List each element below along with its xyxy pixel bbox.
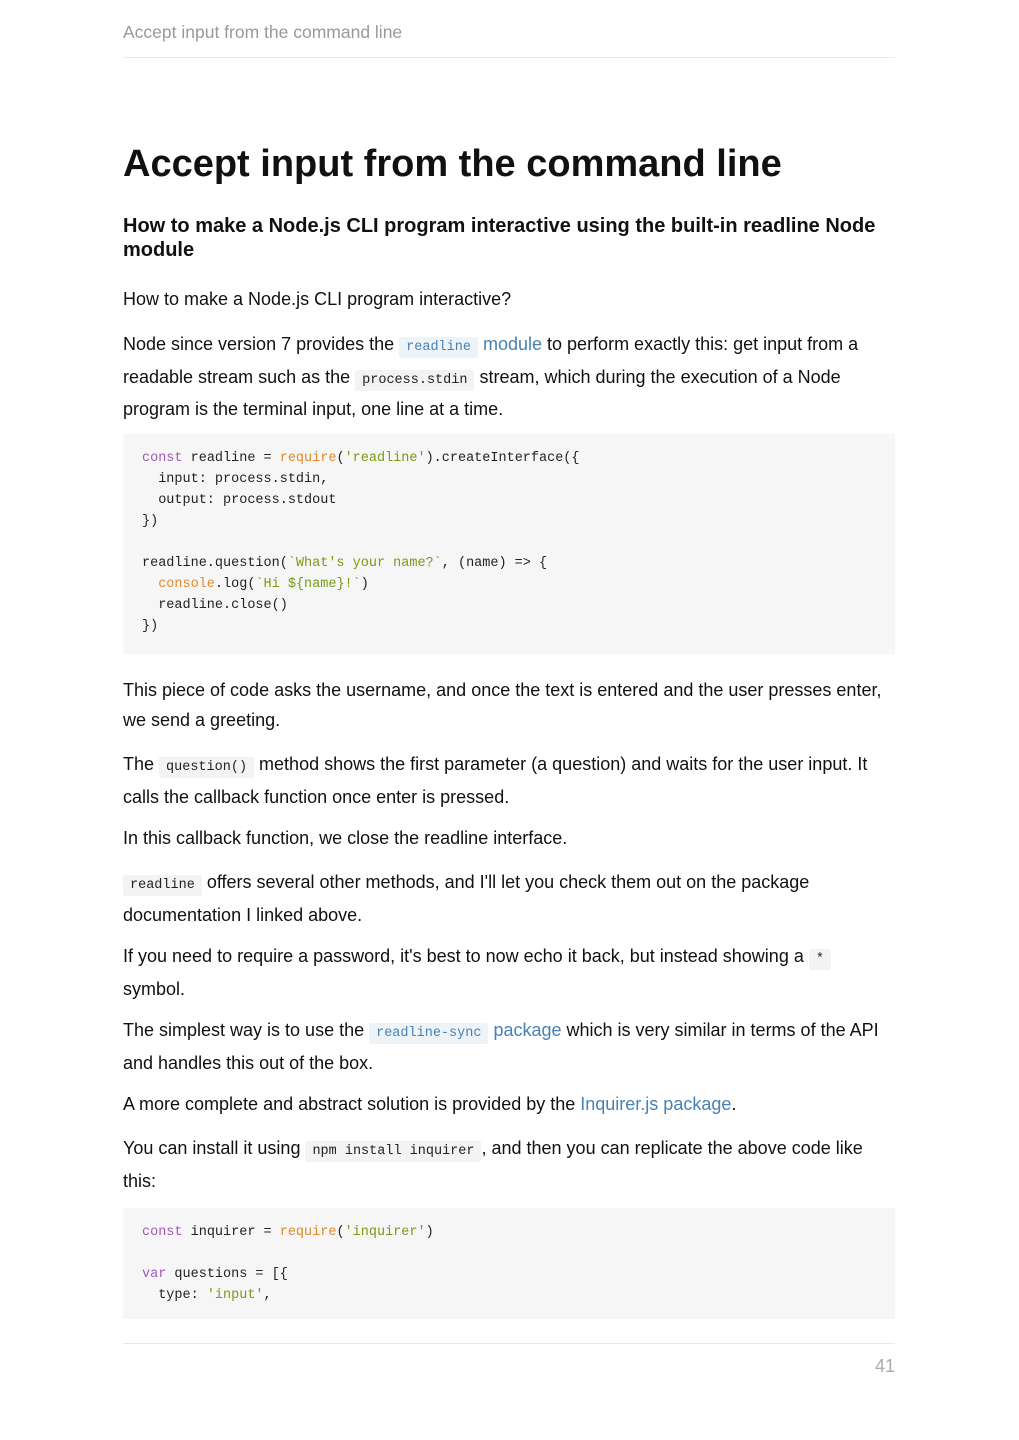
code-token: , (name) => {: [441, 556, 548, 571]
code-listing: [142, 1222, 876, 1306]
code-token: const: [142, 451, 183, 466]
inline-code-process-stdin: process.stdin: [355, 370, 474, 391]
code-block-inquirer: [123, 1208, 895, 1319]
code-line: [142, 556, 547, 571]
page-number: 41: [874, 1356, 895, 1376]
inline-code-readline[interactable]: readline: [399, 337, 478, 358]
code-token: `What's your name?`: [287, 556, 442, 571]
code-line: [142, 577, 369, 592]
inquirer-link[interactable]: Inquirer.js package: [580, 1094, 732, 1114]
code-token: }): [142, 514, 159, 529]
code-token: inquirer =: [182, 1225, 280, 1240]
text: method shows the first parameter (a question) and waits for the user input. It calls the callback function once enter is pressed.: [123, 754, 868, 807]
code-token: 'readline': [344, 451, 426, 466]
text: The simplest way is to use the: [123, 1020, 370, 1040]
code-token: console: [158, 577, 215, 592]
code-token: }): [142, 619, 159, 634]
text: .: [731, 1094, 737, 1114]
inline-code-question: question(): [159, 757, 254, 778]
code-token: input: process.stdin,: [142, 472, 329, 487]
code-token: `Hi ${name}!`: [255, 577, 361, 592]
page-subtitle: How to make a Node.js CLI program interactive using the built-in readline Node module: [123, 215, 876, 261]
text: If you need to require a password, it's best to now echo it back, but instead showing a: [123, 946, 809, 966]
paragraph-readline-sync: [123, 1016, 895, 1078]
code-line: [142, 1267, 288, 1282]
code-token: ,: [263, 1288, 272, 1303]
code-token: (: [336, 1225, 345, 1240]
code-token: questions = [{: [166, 1267, 288, 1282]
code-token: (: [336, 451, 345, 466]
code-token: readline.question(: [142, 556, 288, 571]
paragraph-inquirer: [123, 1090, 895, 1120]
inline-code-asterisk: *: [809, 949, 831, 970]
paragraph-intro: How to make a Node.js CLI program interactive?: [123, 289, 512, 309]
package-link[interactable]: package: [493, 1020, 562, 1040]
inline-code-npm-install: npm install inquirer: [305, 1141, 481, 1162]
code-token: const: [142, 1225, 183, 1240]
text: which is very similar in terms of the API and handles this out of the box.: [123, 1020, 879, 1073]
code-line: [142, 1225, 434, 1240]
code-token: 'input': [206, 1288, 264, 1303]
code-token: readline.close(): [142, 598, 288, 613]
text: offers several other methods, and I'll let you check them out on the package documentation I linked above.: [123, 872, 810, 925]
text: stream, which during the execution of a Node program is the terminal input, one line at a time.: [123, 366, 841, 419]
text: You can install it using: [123, 1138, 306, 1158]
code-line: [142, 514, 158, 529]
paragraph-other-methods: [123, 868, 895, 930]
inline-code-readline-2: readline: [123, 875, 202, 896]
code-token: .log(: [214, 577, 256, 592]
text: , and then you can replicate the above code like this:: [123, 1138, 863, 1191]
paragraph-explanation: This piece of code asks the username, and once the text is entered and the user presses enter, we send a greeting.: [123, 680, 882, 730]
code-token: var: [142, 1267, 167, 1282]
code-token: type:: [142, 1288, 207, 1303]
text: symbol.: [123, 978, 186, 999]
code-token: 'inquirer': [344, 1225, 426, 1240]
code-line: [142, 598, 288, 613]
code-line: [142, 493, 336, 508]
text: to perform exactly this: get input from a readable stream such as the: [123, 334, 859, 387]
code-token: ).createInterface({: [425, 451, 580, 466]
text: The: [123, 754, 160, 774]
code-line: [142, 472, 328, 487]
page-title: Accept input from the command line: [123, 143, 782, 185]
running-header: Accept input from the command line: [123, 22, 895, 58]
module-link[interactable]: module: [482, 334, 543, 354]
code-token: [142, 577, 158, 592]
code-token: ): [425, 1225, 434, 1240]
inline-code-readline-sync[interactable]: readline-sync: [369, 1023, 488, 1044]
paragraph-question-method: [123, 750, 895, 812]
code-line: [142, 619, 158, 634]
code-block-readline: [123, 434, 895, 654]
code-listing: [142, 448, 876, 637]
paragraph-install: [123, 1134, 895, 1196]
code-token: output: process.stdout: [142, 493, 337, 508]
paragraph-password: [123, 942, 895, 1004]
footer-divider: [123, 1343, 895, 1344]
code-token: require: [279, 1225, 337, 1240]
text: Node since version 7 provides the: [123, 334, 400, 354]
code-line: [142, 1288, 272, 1303]
code-line: [142, 451, 580, 466]
code-token: require: [279, 451, 337, 466]
paragraph-readline: [123, 330, 895, 425]
paragraph-callback: In this callback function, we close the readline interface.: [123, 828, 568, 848]
text: A more complete and abstract solution is provided by the: [123, 1094, 581, 1114]
code-token: readline =: [182, 451, 280, 466]
code-token: ): [360, 577, 369, 592]
